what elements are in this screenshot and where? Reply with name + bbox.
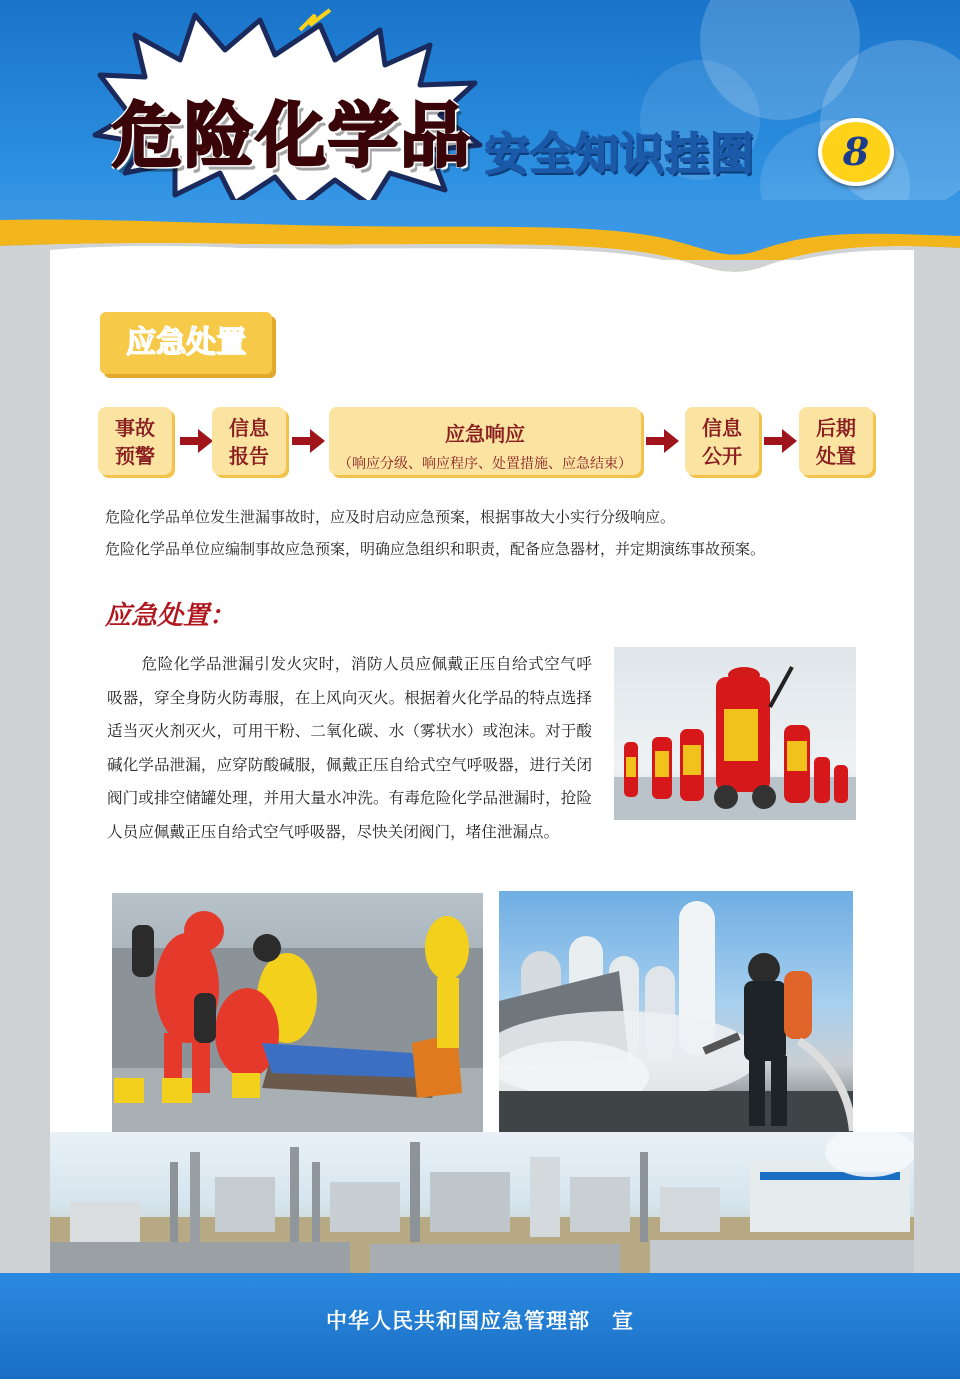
arrow-right-icon [764,426,798,456]
flow-step-text: 后期 [816,416,856,440]
industrial-skyline-photo [50,1132,914,1274]
hazmat-rescue-photo [112,893,483,1138]
disposal-text: 危险化学品泄漏引发火灾时，消防人员应佩戴正压自给式空气呼吸器，穿全身防火防毒服，在上风向灭火。根据着火化学品的特点选择适当灭火剂灭火，可用干粉、二氧化碳、水（雾状水）或泡沫。对于酸碱化学品泄漏，应穿防酸碱服，佩戴正压自给式空气呼吸器，进行关闭阀门或排空储罐处理，并用大量水冲洗。有毒危险化学品泄漏时，抢险人员应佩戴正压自给式空气呼吸器，尽快关闭阀门，堵住泄漏点。 [107,655,592,841]
main-title: 危险化学品 [112,95,472,177]
flow-step-subtitle: （响应分级、响应程序、处置措施、应急结束） [338,456,632,472]
flow-step-title: 应急响应 [445,422,525,446]
disposal-body [107,648,592,849]
intro-paragraph-2: 危险化学品单位应编制事故应急预案，明确应急组织和职责，配备应急器材，并定期演练事故预案。 [105,540,766,558]
issue-number-badge: 8 [818,118,894,186]
flow-step-accident-warning [98,407,172,475]
flow-step-text: 信息 [702,416,742,440]
fire-extinguishers-photo [614,647,856,820]
footer-publisher: 中华人民共和国应急管理部 宣 [326,1309,634,1333]
flow-step-text: 处置 [816,444,856,468]
flow-step-info-disclosure [685,407,759,475]
flow-step-post-handling [799,407,873,475]
flow-step-text: 预警 [115,444,155,468]
flow-step-text: 公开 [702,444,742,468]
flow-step-text: 报告 [229,444,269,468]
arrow-right-icon [292,426,326,456]
header-wave [0,200,960,290]
flow-step-info-report [212,407,286,475]
firefighter-spray-photo [499,891,853,1138]
flow-step-text: 信息 [229,416,269,440]
section-tab-emergency: 应急处置 [100,312,272,374]
flow-step-emergency-response [329,407,641,475]
disposal-heading: 应急处置： [105,601,236,631]
sub-title: 安全知识挂图 [485,129,755,180]
intro-paragraph-1: 危险化学品单位发生泄漏事故时，应及时启动应急预案，根据事故大小实行分级响应。 [105,508,676,526]
flow-step-text: 事故 [115,416,155,440]
arrow-right-icon [180,426,214,456]
arrow-right-icon [646,426,680,456]
